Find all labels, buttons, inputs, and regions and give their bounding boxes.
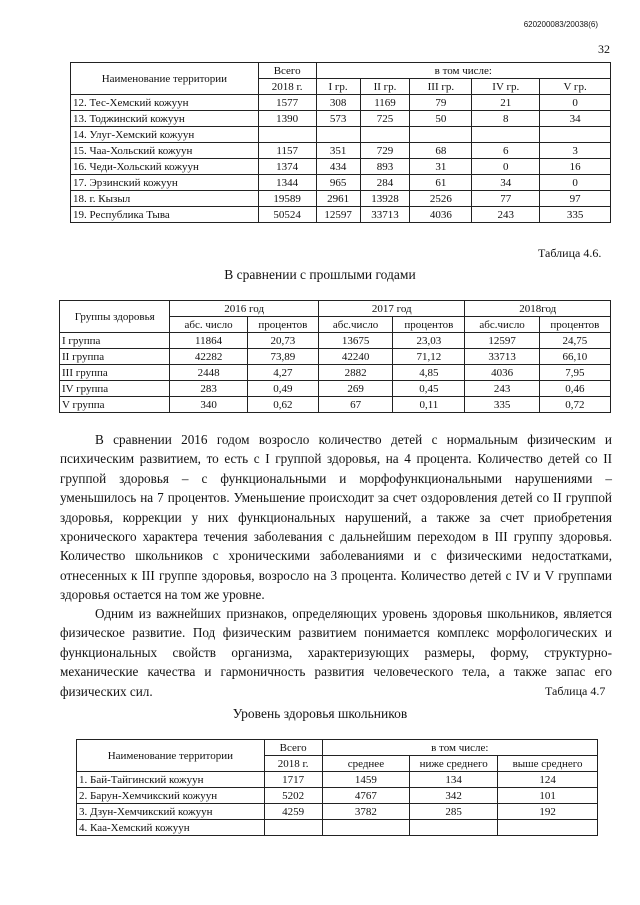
value-cell: 50524 — [258, 207, 316, 223]
value-cell: 33713 — [465, 349, 539, 365]
value-cell: 4259 — [264, 804, 322, 820]
header-sub: абс.число — [318, 317, 392, 333]
page-number: 32 — [598, 42, 610, 56]
value-cell: 7,95 — [539, 365, 610, 381]
value-cell: 6 — [472, 143, 540, 159]
row-label-cell: 19. Республика Тыва — [71, 207, 259, 223]
row-label-cell: 13. Тоджинский кожуун — [71, 111, 259, 127]
table-caption: Уровень здоровья школьников — [232, 706, 408, 721]
value-cell: 335 — [540, 207, 611, 223]
value-cell: 20,73 — [247, 333, 318, 349]
header-territory: Наименование территории — [71, 63, 259, 95]
value-cell: 2526 — [410, 191, 472, 207]
value-cell — [410, 820, 498, 836]
table-caption: В сравнении с прошлыми годами — [224, 267, 416, 282]
value-cell: 1577 — [258, 95, 316, 111]
document-id: 620200083/20038(6) — [523, 20, 598, 29]
value-cell: 61 — [410, 175, 472, 191]
value-cell: 4036 — [465, 365, 539, 381]
value-cell — [258, 127, 316, 143]
value-cell: 2961 — [316, 191, 360, 207]
value-cell: 340 — [170, 397, 247, 413]
header-groups: Группы здоровья — [60, 301, 170, 333]
header-sub: процентов — [247, 317, 318, 333]
table-row — [77, 788, 598, 804]
header-sub: абс. число — [170, 317, 247, 333]
health-groups-comparison-table — [59, 300, 611, 413]
header-sub: процентов — [539, 317, 610, 333]
health-groups-by-territory-table — [70, 62, 611, 223]
table-row — [71, 207, 611, 223]
value-cell: 4,85 — [393, 365, 465, 381]
value-cell: 2448 — [170, 365, 247, 381]
value-cell: 5202 — [264, 788, 322, 804]
value-cell: 351 — [316, 143, 360, 159]
value-cell: 283 — [170, 381, 247, 397]
value-cell: 269 — [318, 381, 392, 397]
value-cell: 0,46 — [539, 381, 610, 397]
row-label-cell: II группа — [60, 349, 170, 365]
value-cell: 285 — [410, 804, 498, 820]
header-sub: абс.число — [465, 317, 539, 333]
value-cell — [410, 127, 472, 143]
value-cell: 1459 — [322, 772, 410, 788]
body-paragraph: В сравнении 2016 годом возросло количество детей с нормальным физическим и психическим развитием, то есть с I группой здоровья, на 4 процента. Количество детей со II группой здоровья – с функциональными и морфофункциональными нарушениями – уменьшилось на 7 процентов. Уменьшение происходит за счет оздоровления детей со II группой здоровья, коррекции у них функциональных нарушений, а также за счет приобретения хронического характера течения заболевания с дальнейшим переходом в III группу здоровья. Количество школьников с хроническими заболеваниями и с физическими недостатками, отнесенных к III группе здоровья, возросло на 3 процента. Количество детей с IV и V группами здоровья остается на том же уровне. — [60, 432, 612, 603]
value-cell: 243 — [465, 381, 539, 397]
value-cell: 0 — [472, 159, 540, 175]
value-cell: 0,11 — [393, 397, 465, 413]
header-year: 2018 г. — [258, 79, 316, 95]
row-label-cell: III группа — [60, 365, 170, 381]
value-cell: 0 — [540, 95, 611, 111]
value-cell: 308 — [316, 95, 360, 111]
value-cell: 71,12 — [393, 349, 465, 365]
table-row — [60, 333, 611, 349]
value-cell: 1717 — [264, 772, 322, 788]
value-cell: 243 — [472, 207, 540, 223]
header-territory: Наименование территории — [77, 740, 265, 772]
value-cell: 24,75 — [539, 333, 610, 349]
table-row — [77, 804, 598, 820]
table-row — [77, 820, 598, 836]
value-cell: 11864 — [170, 333, 247, 349]
header-group: I гр. — [316, 79, 360, 95]
table-row — [71, 95, 611, 111]
value-cell: 3782 — [322, 804, 410, 820]
row-label-cell: 17. Эрзинский кожуун — [71, 175, 259, 191]
row-label-cell: 2. Барун-Хемчикский кожуун — [77, 788, 265, 804]
header-col: среднее — [322, 756, 410, 772]
value-cell: 1157 — [258, 143, 316, 159]
value-cell: 97 — [540, 191, 611, 207]
value-cell: 965 — [316, 175, 360, 191]
table-label: Таблица 4.7 — [545, 684, 606, 698]
table-row — [60, 397, 611, 413]
table-row — [71, 159, 611, 175]
value-cell — [498, 820, 598, 836]
header-group: V гр. — [540, 79, 611, 95]
value-cell: 79 — [410, 95, 472, 111]
header-group: II гр. — [360, 79, 410, 95]
header-total: Всего — [258, 63, 316, 79]
value-cell: 729 — [360, 143, 410, 159]
value-cell: 13928 — [360, 191, 410, 207]
value-cell: 68 — [410, 143, 472, 159]
value-cell: 1374 — [258, 159, 316, 175]
value-cell: 725 — [360, 111, 410, 127]
value-cell: 342 — [410, 788, 498, 804]
row-label-cell: 14. Улуг-Хемский кожуун — [71, 127, 259, 143]
value-cell: 101 — [498, 788, 598, 804]
value-cell: 21 — [472, 95, 540, 111]
value-cell: 0,72 — [539, 397, 610, 413]
table-label: Таблица 4.6. — [538, 246, 602, 260]
value-cell: 4,27 — [247, 365, 318, 381]
header-year: 2018год — [465, 301, 611, 317]
value-cell: 192 — [498, 804, 598, 820]
value-cell: 0,45 — [393, 381, 465, 397]
body-paragraph: Одним из важнейших признаков, определяющих уровень здоровья школьников, является физическое развитие. Под физическим развитием понимается комплекс морфологических и функциональных свойств организма, характеризующих размеры, форму, структурно-механические качества и гармоничность развития человеческого тела, а также запас его физических сил. — [60, 606, 612, 699]
header-group: III гр. — [410, 79, 472, 95]
value-cell: 67 — [318, 397, 392, 413]
value-cell — [472, 127, 540, 143]
value-cell — [540, 127, 611, 143]
row-label-cell: I группа — [60, 333, 170, 349]
value-cell: 0,62 — [247, 397, 318, 413]
value-cell: 0 — [540, 175, 611, 191]
value-cell: 335 — [465, 397, 539, 413]
value-cell: 134 — [410, 772, 498, 788]
value-cell: 1390 — [258, 111, 316, 127]
header-group: IV гр. — [472, 79, 540, 95]
value-cell: 31 — [410, 159, 472, 175]
value-cell: 16 — [540, 159, 611, 175]
table-row — [77, 772, 598, 788]
value-cell — [360, 127, 410, 143]
row-label-cell: 1. Бай-Тайгинский кожуун — [77, 772, 265, 788]
value-cell: 12597 — [465, 333, 539, 349]
value-cell: 42240 — [318, 349, 392, 365]
row-label-cell: 4. Каа-Хемский кожуун — [77, 820, 265, 836]
row-label-cell: IV группа — [60, 381, 170, 397]
table-row — [71, 111, 611, 127]
value-cell: 66,10 — [539, 349, 610, 365]
table-row — [60, 365, 611, 381]
value-cell — [322, 820, 410, 836]
value-cell: 0,49 — [247, 381, 318, 397]
value-cell: 34 — [472, 175, 540, 191]
value-cell: 1344 — [258, 175, 316, 191]
value-cell — [264, 820, 322, 836]
value-cell: 50 — [410, 111, 472, 127]
row-label-cell: 15. Чаа-Хольский кожуун — [71, 143, 259, 159]
value-cell: 2882 — [318, 365, 392, 381]
value-cell: 77 — [472, 191, 540, 207]
value-cell: 434 — [316, 159, 360, 175]
header-year: 2018 г. — [264, 756, 322, 772]
student-health-level-table — [76, 739, 598, 836]
row-label-cell: 3. Дзун-Хемчикский кожуун — [77, 804, 265, 820]
header-sub: процентов — [393, 317, 465, 333]
row-label-cell: 12. Тес-Хемский кожуун — [71, 95, 259, 111]
header-col: ниже среднего — [410, 756, 498, 772]
row-label-cell: V группа — [60, 397, 170, 413]
header-including: в том числе: — [316, 63, 610, 79]
value-cell: 34 — [540, 111, 611, 127]
row-label-cell: 18. г. Кызыл — [71, 191, 259, 207]
value-cell: 12597 — [316, 207, 360, 223]
table-row — [71, 175, 611, 191]
value-cell: 3 — [540, 143, 611, 159]
header-total: Всего — [264, 740, 322, 756]
header-including: в том числе: — [322, 740, 597, 756]
value-cell: 893 — [360, 159, 410, 175]
table-row — [71, 127, 611, 143]
row-label-cell: 16. Чеди-Хольский кожуун — [71, 159, 259, 175]
value-cell: 42282 — [170, 349, 247, 365]
header-col: выше среднего — [498, 756, 598, 772]
value-cell: 73,89 — [247, 349, 318, 365]
value-cell — [316, 127, 360, 143]
header-year: 2017 год — [318, 301, 465, 317]
value-cell: 573 — [316, 111, 360, 127]
value-cell: 19589 — [258, 191, 316, 207]
table-row — [71, 191, 611, 207]
value-cell: 1169 — [360, 95, 410, 111]
table-row — [60, 349, 611, 365]
value-cell: 284 — [360, 175, 410, 191]
value-cell: 33713 — [360, 207, 410, 223]
value-cell: 13675 — [318, 333, 392, 349]
value-cell: 4036 — [410, 207, 472, 223]
value-cell: 4767 — [322, 788, 410, 804]
table-row — [71, 143, 611, 159]
header-year: 2016 год — [170, 301, 319, 317]
value-cell: 124 — [498, 772, 598, 788]
value-cell: 23,03 — [393, 333, 465, 349]
table-row — [60, 381, 611, 397]
value-cell: 8 — [472, 111, 540, 127]
